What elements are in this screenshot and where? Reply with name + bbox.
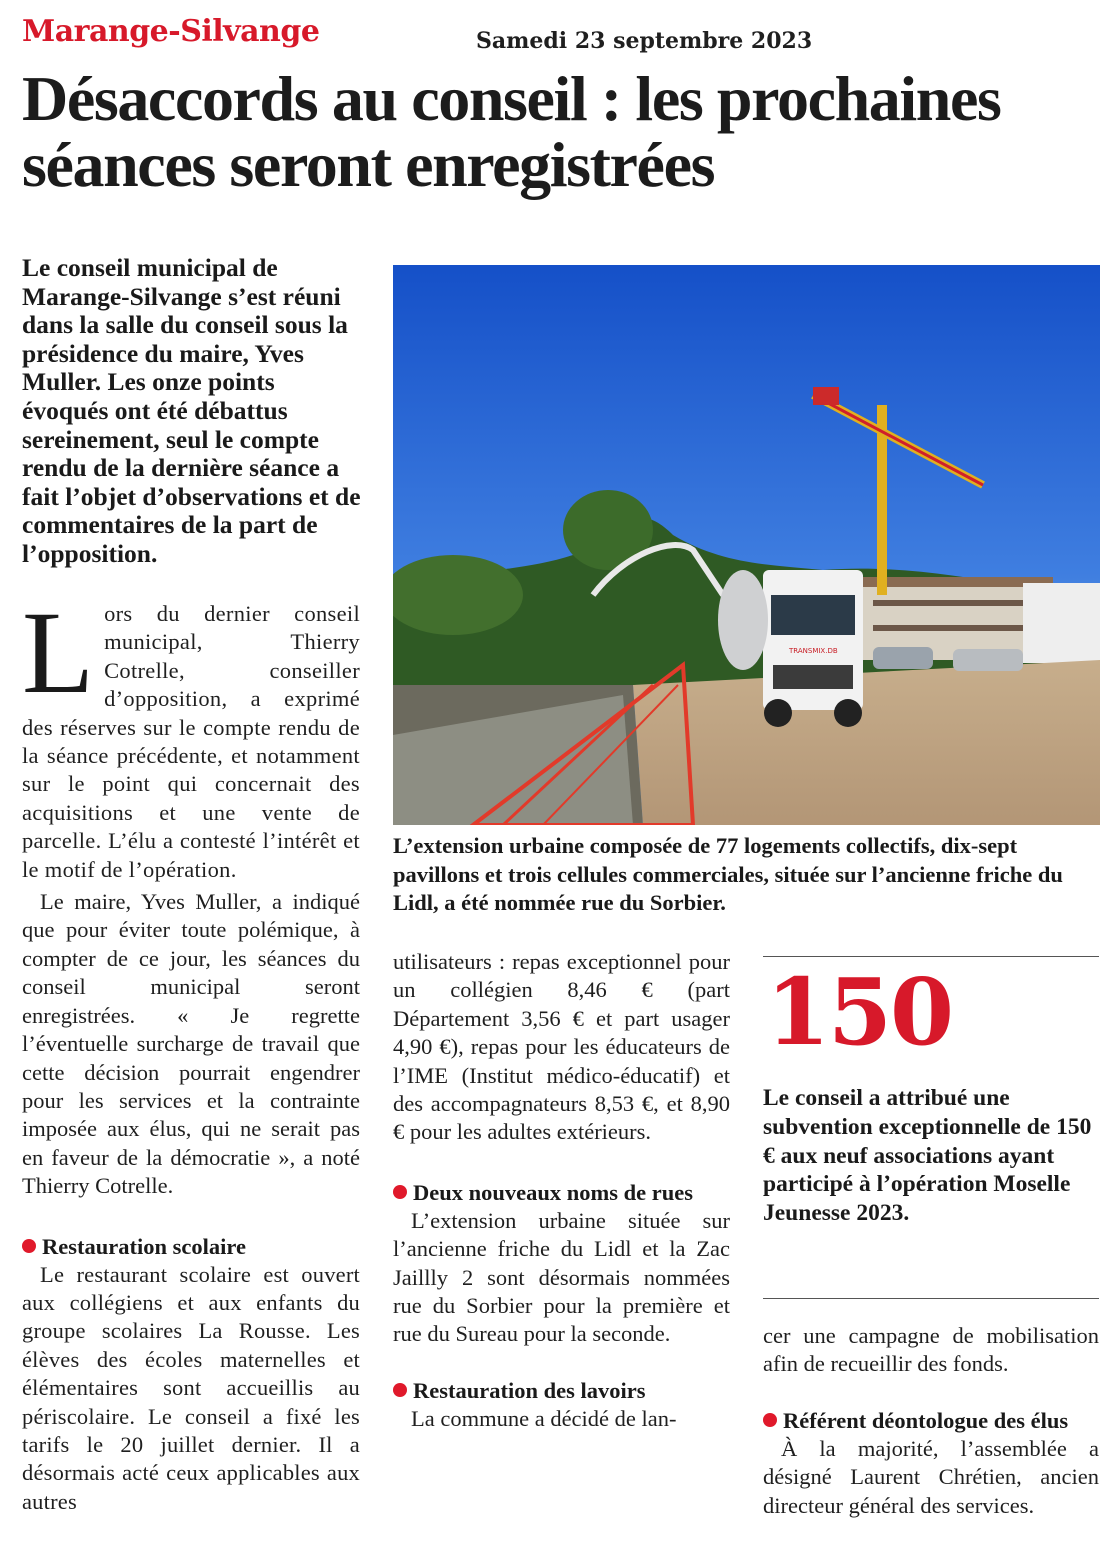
subhead-restauration-scolaire	[22, 1233, 360, 1261]
subhead-label: Référent déontologue des élus	[783, 1407, 1069, 1433]
lede-paragraph: Le conseil municipal de Marange-Silvange s’est réuni dans la salle du conseil sous la présidence du maire, Yves Muller. Les onze points évoqués ont été débattus sereinement, seul le compte rendu de la dernière séance a fait l’objet d’observations et de commentaires de la part de l’opposition.	[22, 253, 361, 568]
article-paragraph-2: Le maire, Yves Muller, a indiqué que pour éviter toute polémique, à compter de ce jour, les séances du conseil municipal seront enregistrées. « Je regrette l’éventuelle surcharge de travail que cette décision pourrait engendrer pour les services et la contrainte imposée aux élus, qui ne serait pas en faveur de la démocratie », a noté Thierry Cotrelle.	[22, 889, 360, 1199]
subhead-label: Deux nouveaux noms de rues	[413, 1179, 694, 1205]
subhead-label: Restauration des lavoirs	[413, 1377, 646, 1403]
red-bullet-icon	[393, 1383, 407, 1397]
factbox-number: 150	[766, 958, 953, 1066]
red-bullet-icon	[22, 1239, 36, 1253]
subhead-referent	[763, 1407, 1099, 1435]
publication-date: Samedi 23 septembre 2023	[476, 28, 813, 54]
article-paragraph-4: utilisateurs : repas exceptionnel pour un collégien 8,46 € (part Département 3,56 € et part usager 4,90 €), repas pour les éducateurs de l’IME (Institut médico-éducatif) et des accompagnateurs 8,53 €, et 8,90 € pour les adultes extérieurs.	[393, 949, 730, 1145]
factbox-top-rule	[763, 956, 1099, 957]
town-name: Marange-Silvange	[22, 14, 320, 49]
subhead-lavoirs	[393, 1377, 730, 1405]
subhead-noms-de-rues	[393, 1179, 730, 1207]
factbox-text: Le conseil a attribué une subvention exceptionnelle de 150 € aux neuf associations ayant participé à l’opération Moselle Jeunesse 2023.	[763, 1085, 1092, 1227]
red-bullet-icon	[393, 1185, 407, 1199]
factbox-bottom-rule	[763, 1298, 1099, 1299]
headline: Désaccords au conseil : les prochaines séances seront enregistrées	[22, 63, 1001, 200]
subhead-label: Restauration scolaire	[42, 1233, 246, 1259]
article-column-2	[393, 948, 730, 1433]
drop-cap: L	[22, 587, 95, 718]
article-paragraph-7: cer une campagne de mobilisation afin de recueillir des fonds.	[763, 1323, 1099, 1377]
article-paragraph-3: Le restaurant scolaire est ouvert aux collégiens et aux enfants du groupe scolaires La Rousse. Les élèves des écoles maternelles et élémentaires sont accueillis au périscolaire. Le conseil a fixé les tarifs le 20 juillet dernier. Il a désormais acté ceux applicables aux autres	[22, 1261, 360, 1514]
article-column-3	[763, 1322, 1099, 1520]
construction-site-photo	[393, 265, 1100, 825]
article-paragraph-8: À la majorité, l’assemblée a désigné Laurent Chrétien, ancien directeur général des services.	[763, 1435, 1099, 1518]
article-column-1	[22, 587, 360, 1516]
truck-logo-text: TRANSMIX.DB	[789, 647, 838, 655]
article-paragraph-1: ors du dernier conseil municipal, Thierry Cotrelle, conseiller d’opposition, a exprimé des réserves sur le compte rendu de la séance précédente, et notamment sur le point qui concernait des acquisitions et une vente de parcelle. L’élu a contesté l’intérêt et le motif de l’opération.	[22, 601, 360, 882]
photo-caption: L’extension urbaine composée de 77 logements collectifs, dix-sept pavillons et trois cellules commerciales, située sur l’ancienne friche du Lidl, a été nommée rue du Sorbier.	[393, 833, 1063, 916]
article-paragraph-6: La commune a décidé de lan-	[411, 1405, 677, 1431]
article-paragraph-5: L’extension urbaine située sur l’ancienne friche du Lidl et la Zac Jaillly 2 sont désormais nommées rue du Sorbier pour la première et rue du Sureau pour la seconde.	[393, 1207, 730, 1347]
red-bullet-icon	[763, 1413, 777, 1427]
